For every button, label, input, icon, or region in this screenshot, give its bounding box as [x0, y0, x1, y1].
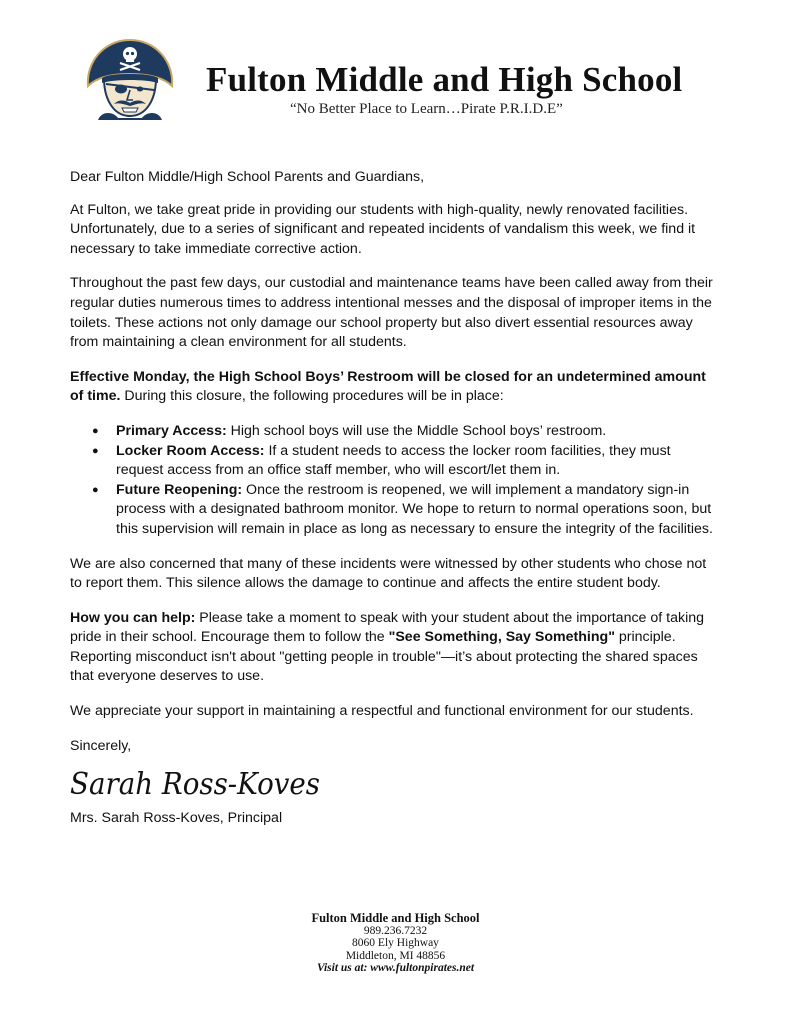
footer-city: Middleton, MI 48856	[345, 949, 446, 962]
list-item	[116, 422, 720, 442]
closing: Sincerely,	[70, 737, 132, 754]
list-item-label: Locker Room Access:	[116, 442, 265, 459]
signature-script: Sarah Ross-Koves	[70, 767, 320, 802]
list-item	[116, 442, 720, 481]
list-item-text: If a student needs to access the locker room facilities, they must request access from an office staff member, who will escort/let them in.	[116, 442, 671, 479]
signature-image	[68, 760, 348, 806]
closure-notice: Effective Monday, the High School Boys’ Restroom will be closed for an undetermined amount of time.	[70, 368, 706, 405]
paragraph-intro: At Fulton, we take great pride in providing our students with high-quality, newly renovated facilities. Unfortunately, due to a series of significant and repeated incidents of vandalism this week, we find it necessary to take immediate corrective action.	[70, 201, 696, 257]
list-item-text: High school boys will use the Middle School boys’ restroom.	[226, 422, 607, 439]
help-text-end: principle. Reporting misconduct isn't about "getting people in trouble"—it’s about protecting the shared spaces that everyone deserves to use.	[70, 629, 698, 685]
signer-name: Mrs. Sarah Ross-Koves, Principal	[70, 810, 283, 826]
closure-procedures-intro: During this closure, the following procedures will be in place:	[120, 388, 504, 405]
school-name-heading: Fulton Middle and High School	[206, 60, 683, 99]
salutation: Dear Fulton Middle/High School Parents and Guardians,	[70, 169, 425, 185]
list-item-label: Future Reopening:	[116, 481, 243, 498]
pirate-logo	[84, 34, 176, 120]
school-tagline: “No Better Place to Learn…Pirate P.R.I.D.E”	[290, 101, 563, 117]
letterhead-footer	[0, 912, 791, 975]
paragraph-appreciation: We appreciate your support in maintaining a respectful and functional environment for our students.	[70, 703, 694, 720]
paragraph-custodial: Throughout the past few days, our custodial and maintenance teams have been called away from their regular duties numerous times to address intentional messes and the disposal of improper items in the toilets. These actions not only damage our school property but also divert essential resources away from maintaining a clean environment for all students.	[70, 275, 713, 351]
paragraph-witnesses: We are also concerned that many of these incidents were witnessed by other students who chose not to report them. This silence allows the damage to continue and affects the entire student body.	[70, 555, 707, 592]
procedures-list	[70, 422, 720, 540]
paragraph-help	[70, 609, 720, 687]
footer-school-name: Fulton Middle and High School	[311, 911, 480, 925]
help-heading: How you can help:	[70, 609, 196, 626]
list-item	[116, 481, 720, 540]
paragraph-closure	[70, 368, 720, 407]
footer-phone: 989.236.7232	[363, 924, 428, 937]
help-text: Please take a moment to speak with your student about the importance of taking pride in their school. Encourage them to follow the	[70, 609, 705, 646]
letter-body	[70, 168, 720, 771]
slogan: "See Something, Say Something"	[388, 629, 615, 646]
footer-street: 8060 Ely Highway	[352, 937, 439, 950]
footer-website: Visit us at: www.fultonpirates.net	[316, 962, 475, 975]
list-item-text: Once the restroom is reopened, we will implement a mandatory sign-in process with a designated bathroom monitor. We hope to return to normal operations soon, but this supervision will remain in place as long as necessary to ensure the integrity of the facilities.	[116, 481, 713, 537]
list-item-label: Primary Access:	[116, 422, 227, 439]
